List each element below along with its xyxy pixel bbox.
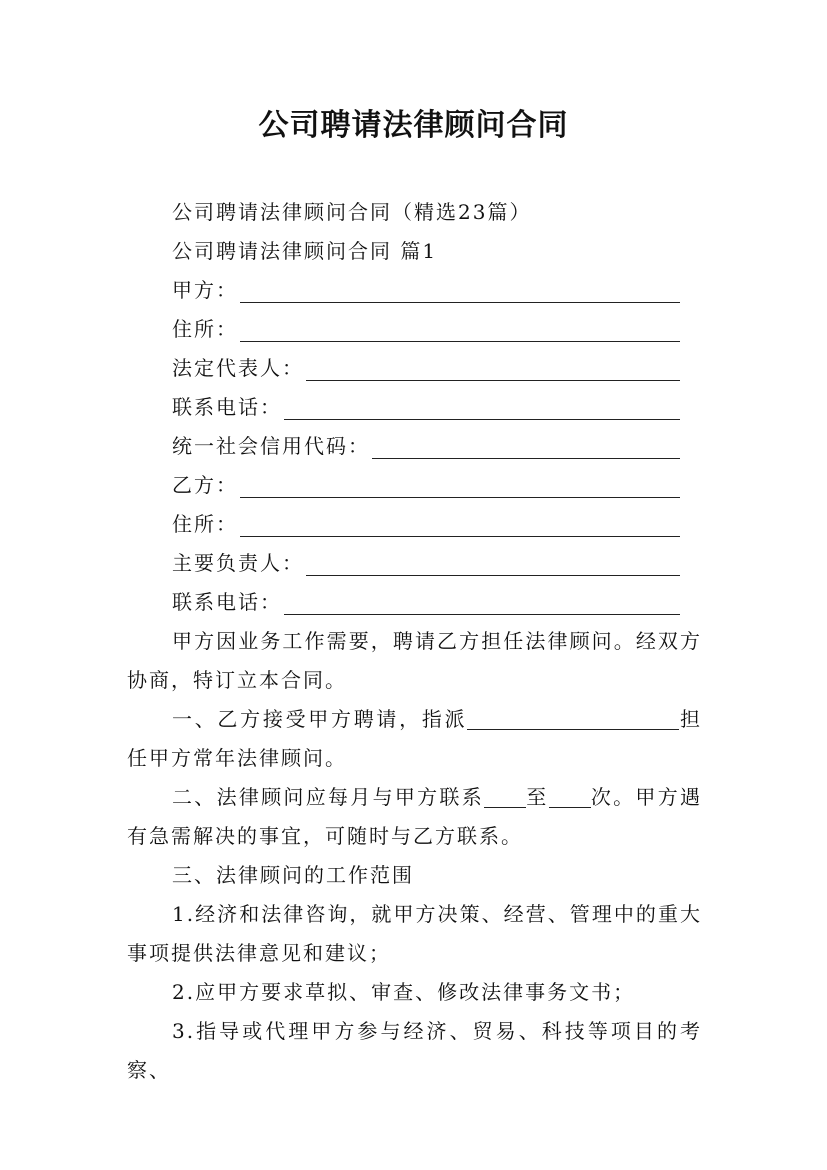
document-title: 公司聘请法律顾问合同 [258, 108, 569, 143]
field-label: 联系电话： [172, 590, 282, 614]
fill-blank [240, 282, 680, 303]
field-party-b [172, 472, 680, 498]
subtitle: 公司聘请法律顾问合同（精选23篇） [172, 200, 532, 224]
field-label: 统一社会信用代码： [172, 434, 370, 458]
field-label: 甲方： [172, 278, 238, 302]
clause-1-text-b: 担任甲方常年法律顾问。 [127, 707, 703, 770]
clause-2-text-a: 二、法律顾问应每月与甲方联系 [172, 785, 484, 809]
paragraph-item-1: 1.经济和法律咨询，就甲方决策、经营、管理中的重大事项提供法律意见和建议； [127, 902, 702, 965]
field-party-a [172, 277, 680, 303]
clause-2-text-c: 次。甲方遇有急需解决的事宜，可随时与乙方联系。 [127, 785, 703, 848]
field-address-a [172, 316, 680, 342]
clause-1-text-a: 一、乙方接受甲方聘请，指派 [172, 707, 468, 731]
field-label: 法定代表人： [172, 356, 304, 380]
fill-blank [306, 555, 680, 576]
paragraph-clause-2 [127, 778, 702, 856]
section-heading: 公司聘请法律顾问合同 篇1 [172, 239, 438, 263]
field-label: 住所： [172, 317, 238, 341]
fill-blank [372, 438, 680, 459]
field-label: 乙方： [172, 473, 238, 497]
fill-blank [240, 477, 680, 498]
field-label: 主要负责人： [172, 551, 304, 575]
fill-blank [306, 360, 680, 381]
fill-blank [284, 594, 680, 615]
paragraph-item-3: 3.指导或代理甲方参与经济、贸易、科技等项目的考察、 [127, 1019, 702, 1082]
field-label: 联系电话： [172, 395, 282, 419]
field-principal [172, 550, 680, 576]
field-phone-b [172, 589, 680, 615]
field-legal-rep [172, 355, 680, 381]
paragraph-item-2: 2.应甲方要求草拟、审查、修改法律事务文书； [172, 980, 636, 1004]
fill-blank [467, 709, 679, 730]
field-credit-code [172, 433, 680, 459]
fill-blank [484, 787, 526, 808]
fill-blank [240, 321, 680, 342]
paragraph-clause-1 [127, 700, 702, 778]
field-label: 住所： [172, 512, 238, 536]
field-address-b [172, 511, 680, 537]
paragraph-intro: 甲方因业务工作需要，聘请乙方担任法律顾问。经双方协商，特订立本合同。 [127, 629, 702, 692]
fill-blank [284, 399, 680, 420]
fill-blank [549, 787, 591, 808]
fill-blank [240, 516, 680, 537]
field-phone-a [172, 394, 680, 420]
paragraph-clause-3: 三、法律顾问的工作范围 [172, 863, 414, 887]
clause-2-text-b: 至 [526, 785, 549, 809]
